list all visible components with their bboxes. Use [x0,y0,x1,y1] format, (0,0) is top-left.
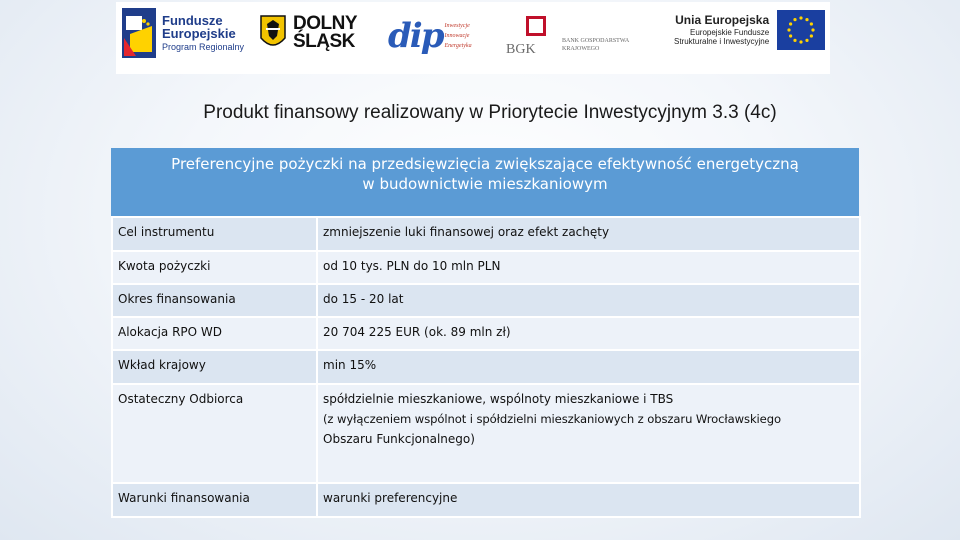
row-label: Alokacja RPO WD [112,317,317,350]
dip-line: Inwestycje [444,22,470,29]
row-value-line: min 15% [323,358,377,372]
table-row [112,350,860,384]
table-row [112,483,860,517]
dip-line: Energetyka [444,43,472,50]
row-value-line: spółdzielnie mieszkaniowe, wspólnoty mieszkaniowe i TBS [323,392,674,406]
fundusze-europejskie-logo [122,8,244,58]
bgk-mark-text: BGK [506,42,536,57]
row-value [317,284,860,317]
info-table [111,216,861,518]
bgk-desc-line: BANK GOSPODARSTWA [562,38,630,45]
dolny-slask-logo [259,14,357,52]
eu-star-icon [800,40,803,43]
row-value [317,384,860,483]
row-label: Kwota pożyczki [112,251,317,284]
ue-title: Unia Europejska [675,12,770,27]
ds-line2: ŚLĄSK [293,31,355,52]
table-row [112,284,860,317]
row-value [317,317,860,350]
row-value [317,251,860,284]
ue-subtitle-line: Strukturalne i Inwestycyjne [674,36,770,46]
fundusze-europejskie-icon [122,8,156,58]
fe-line2: Europejskie [162,26,236,42]
table-row [112,217,860,251]
row-value [317,483,860,517]
row-label: Wkład krajowy [112,350,317,384]
bgk-square-icon [526,16,546,36]
row-label: Okres finansowania [112,284,317,317]
eu-star-icon [810,34,813,37]
eu-star-icon [788,28,791,31]
ds-line1: DOLNY [293,12,357,34]
table-header-line: w budownictwie mieszkaniowym [362,175,608,193]
unia-europejska-logo [674,10,825,50]
row-value-line: Obszaru Funkcjonalnego) [323,432,475,446]
table-header [111,148,859,216]
row-value-line: warunki preferencyjne [323,491,458,505]
row-label: Warunki finansowania [112,483,317,517]
row-value-line: od 10 tys. PLN do 10 mln PLN [323,259,501,273]
dip-logo [388,16,472,56]
table-row [112,384,860,483]
eu-star-icon [789,22,792,25]
row-value-line: 20 704 225 EUR (ok. 89 mln zł) [323,325,511,339]
eu-star-icon [810,22,813,25]
row-label: Ostateczny Odbiorca [112,384,317,483]
row-value [317,350,860,384]
ue-subtitle-line: Europejskie Fundusze [690,27,770,37]
fe-line1: Fundusze [162,12,223,28]
row-value-line: (z wyłączeniem wspólnot i spółdzielni mieszkaniowych z obszaru Wrocławskiego [323,412,781,426]
eu-star-icon [806,18,809,21]
dip-mark: dip [388,16,443,56]
row-value-line: do 15 - 20 lat [323,292,404,306]
table-header-line: Preferencyjne pożyczki na przedsięwzięcia zwiększające efektywność energetyczną [171,155,799,173]
eu-flag-icon [777,10,825,50]
eu-star-icon [794,39,797,42]
eu-star-icon [806,39,809,42]
bgk-logo [502,16,629,58]
bgk-desc-line: KRAJOWEGO [562,46,600,52]
table-row [112,251,860,284]
eu-star-icon [794,18,797,21]
dip-line: Innowacje [444,32,470,39]
row-label: Cel instrumentu [112,217,317,251]
eu-star-icon [800,16,803,19]
logo-bar [116,2,830,74]
eu-star-icon [789,34,792,37]
product-title: Produkt finansowy realizowany w Priorytecie Inwestycyjnym 3.3 (4c) [203,102,777,123]
row-value [317,217,860,251]
row-value-line: zmniejszenie luki finansowej oraz efekt zachęty [323,225,610,239]
eu-star-icon [812,28,815,31]
fe-subtitle: Program Regionalny [162,41,245,52]
eagle-crest-icon [259,14,287,52]
table-row [112,317,860,350]
